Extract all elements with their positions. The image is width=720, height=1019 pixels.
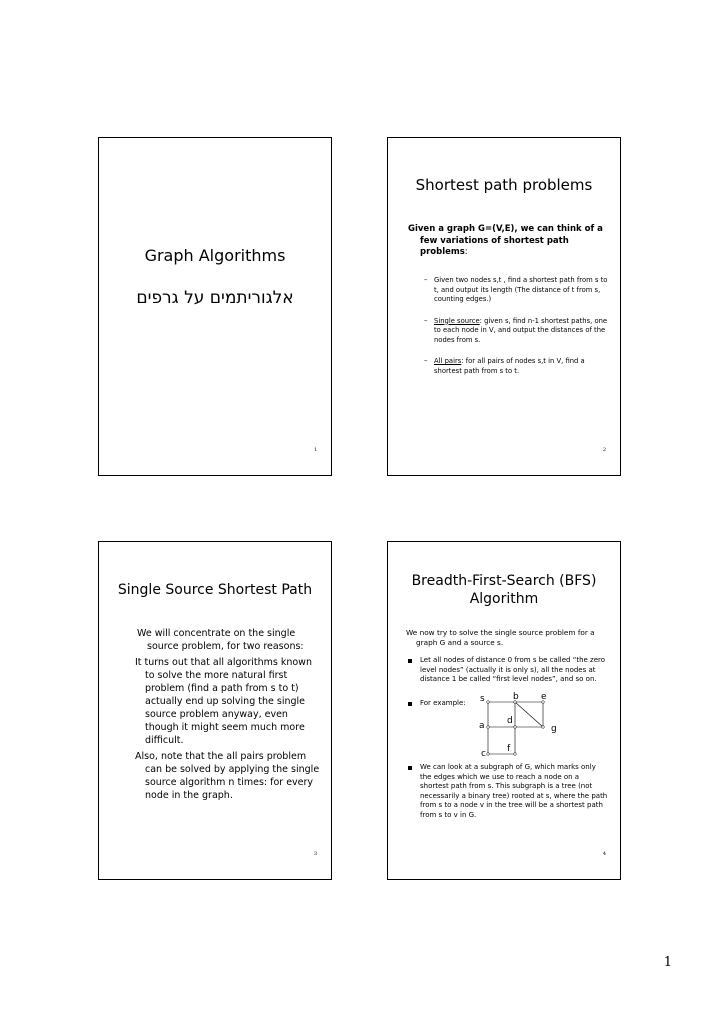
slide-2-intro <box>408 224 606 259</box>
slide-4-title-line-1: Breadth-First-Search (BFS) <box>411 573 597 589</box>
bullet-square-icon <box>408 702 412 706</box>
paragraph: Also, note that the all pairs problem can be solved by applying the single source algorithm n times: for every node in the graph. <box>135 751 320 801</box>
graph-node <box>487 726 490 729</box>
slide-2-list <box>424 276 608 388</box>
list-item: – Given two nodes s,t , find a shortest path from s to t, and output its length (The distance of t from s, counting edges.) <box>424 276 608 303</box>
node-label-e: e <box>541 692 547 702</box>
slide-2-number: 2 <box>602 447 606 453</box>
slide-3 <box>98 541 332 880</box>
example-graph <box>474 691 564 761</box>
list-item-lead: Single source <box>434 316 480 325</box>
paragraph: It turns out that all algorithms known to solve the more natural first problem (find a path from s to t) actually end up solving the single source problem anyway, even though it might seem much more difficult. <box>135 657 312 746</box>
bullet-item <box>408 656 606 685</box>
slide-1-title: Graph Algorithms <box>144 246 286 265</box>
slide-4-number: 4 <box>602 851 606 857</box>
node-label-b: b <box>513 692 519 702</box>
node-label-a: a <box>479 721 485 731</box>
slide-1-number: 1 <box>313 447 317 453</box>
bullet-text: Let all nodes of distance 0 from s be called “the zero level nodes” (actually it is only s), all the nodes at distance 1 be called “first level nodes”, and so on. <box>420 656 606 683</box>
list-item-text: : for all pairs of nodes s,t in V, find a shortest path from s to t. <box>434 357 585 375</box>
page-number: 1 <box>663 955 672 970</box>
slide-4-title <box>388 572 620 608</box>
node-label-d: d <box>507 716 513 726</box>
slide-3-body <box>135 627 321 805</box>
bullet-item <box>408 763 608 820</box>
node-label-f: f <box>507 744 511 754</box>
slide-3-title: Single Source Shortest Path <box>117 582 313 598</box>
list-item-lead: All pairs <box>434 357 462 365</box>
slide-4 <box>387 541 621 880</box>
slide-2 <box>387 137 621 476</box>
graph-node <box>487 753 490 756</box>
graph-node <box>514 726 517 729</box>
edge-b-g <box>515 702 543 727</box>
slide-2-title: Shortest path problems <box>415 176 593 194</box>
slide-4-intro: We now try to solve the single source problem for a graph G and a source s. <box>406 628 595 647</box>
slide-4-title-line-2: Algorithm <box>469 591 539 607</box>
slide-3-number: 3 <box>313 851 317 857</box>
node-label-g: g <box>551 724 557 734</box>
list-item-text: Given two nodes s,t , find a shortest path from s to t, and output its length (The distance of t from s, counting edges.) <box>434 276 608 303</box>
slide-1-hebrew-subtitle: אלגוריתמים על גרפים <box>136 288 294 308</box>
slide-2-intro-text: Given a graph G=(V,E), we can think of a few variations of shortest path problems <box>408 224 603 257</box>
list-item: – All pairs: for all pairs of nodes s,t in V, find a shortest path from s to t. <box>424 357 585 375</box>
list-item: – Single source: given s, find n-1 shortest paths, one to each node in V, and output the distances of the nodes from s. <box>424 316 608 344</box>
paragraph: We will concentrate on the single source problem, for two reasons: <box>137 628 304 652</box>
graph-node <box>514 753 517 756</box>
bullet-text: For example: <box>420 699 466 707</box>
slide-1 <box>98 137 332 476</box>
bullet-square-icon <box>408 766 412 770</box>
bullet-square-icon <box>408 659 412 663</box>
graph-node <box>487 701 490 704</box>
bullet-text: We can look at a subgraph of G, which marks only the edges which we use to reach a node on a shortest path from s. This subgraph is a tree (not necessarily a binary tree) rooted at s, where the path from s to a node v in the tree will be a shortest path from s to v in G. <box>420 763 608 819</box>
node-label-s: s <box>480 694 485 704</box>
list-item-text: : given s, find n-1 shortest paths, one to each node in V, and output the distances of the nodes from s. <box>434 316 608 344</box>
node-label-c: c <box>481 749 486 759</box>
slide-2-intro-colon: : <box>464 247 468 257</box>
graph-node <box>542 726 545 729</box>
